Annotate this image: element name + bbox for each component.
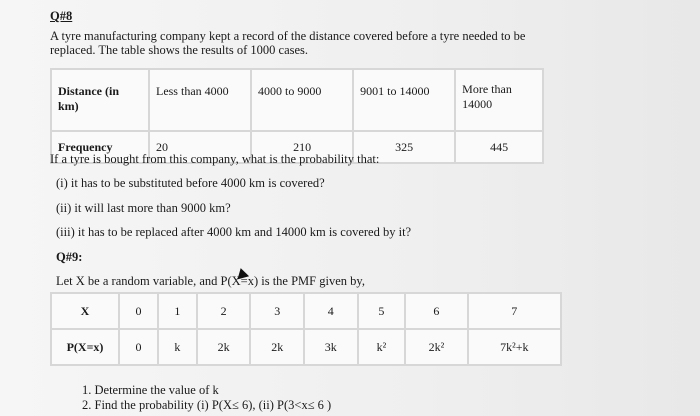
q8-part-ii: (ii) it will last more than 9000 km? xyxy=(56,201,231,215)
table-cell: k xyxy=(158,329,197,365)
frequency-label: Frequency xyxy=(51,131,149,163)
table-cell: 7k²+k xyxy=(468,329,561,365)
table-cell: 1 xyxy=(158,293,197,329)
table-cell: 3k xyxy=(304,329,358,365)
pmf-table xyxy=(50,292,562,366)
table-cell: 5 xyxy=(358,293,406,329)
table-cell: 445 xyxy=(455,131,543,163)
table-header-cell: Less than 4000 xyxy=(149,69,251,131)
table-header-cell: More than 14000 xyxy=(455,69,543,131)
table-cell: 6 xyxy=(405,293,467,329)
distance-frequency-table xyxy=(50,68,544,164)
q8-question: If a tyre is bought from this company, what is the probability that: xyxy=(50,152,380,166)
table-cell: 0 xyxy=(119,329,158,365)
table-row xyxy=(51,329,561,365)
q8-heading: Q#8 xyxy=(50,9,73,23)
q9-task-1: 1. Determine the value of k xyxy=(82,383,219,397)
q9-intro: Let X be a random variable, and P(X=x) is the PMF given by, xyxy=(56,274,365,288)
p-label: P(X=x) xyxy=(51,329,119,365)
table-header-cell: Distance (in km) xyxy=(51,69,149,131)
table-cell: 210 xyxy=(251,131,353,163)
table-cell: 4 xyxy=(304,293,358,329)
q8-intro-line2: replaced. The table shows the results of 1000 cases. xyxy=(50,43,309,57)
table-cell: 2k² xyxy=(405,329,467,365)
table-cell: 2 xyxy=(197,293,251,329)
table-cell: 325 xyxy=(353,131,455,163)
table-cell: k² xyxy=(358,329,406,365)
table-cell: 0 xyxy=(119,293,158,329)
table-cell: 2k xyxy=(250,329,304,365)
q8-part-i: (i) it has to be substituted before 4000 km is covered? xyxy=(56,176,325,190)
q9-task-2: 2. Find the probability (i) P(X≤ 6), (ii) P(3<x≤ 6 ) xyxy=(82,398,332,412)
q8-intro-line1: A tyre manufacturing company kept a record of the distance covered before a tyre needed to be xyxy=(50,29,526,43)
table-header-cell: 9001 to 14000 xyxy=(353,69,455,131)
table-cell: 7 xyxy=(468,293,561,329)
table-cell: 3 xyxy=(250,293,304,329)
table-header-row xyxy=(51,69,543,131)
table-row xyxy=(51,293,561,329)
table-cell: 20 xyxy=(149,131,251,163)
table-header-cell: 4000 to 9000 xyxy=(251,69,353,131)
x-label: X xyxy=(51,293,119,329)
table-cell: 2k xyxy=(197,329,251,365)
q8-part-iii: (iii) it has to be replaced after 4000 km and 14000 km is covered by it? xyxy=(56,225,412,239)
q9-heading: Q#9: xyxy=(56,250,83,264)
